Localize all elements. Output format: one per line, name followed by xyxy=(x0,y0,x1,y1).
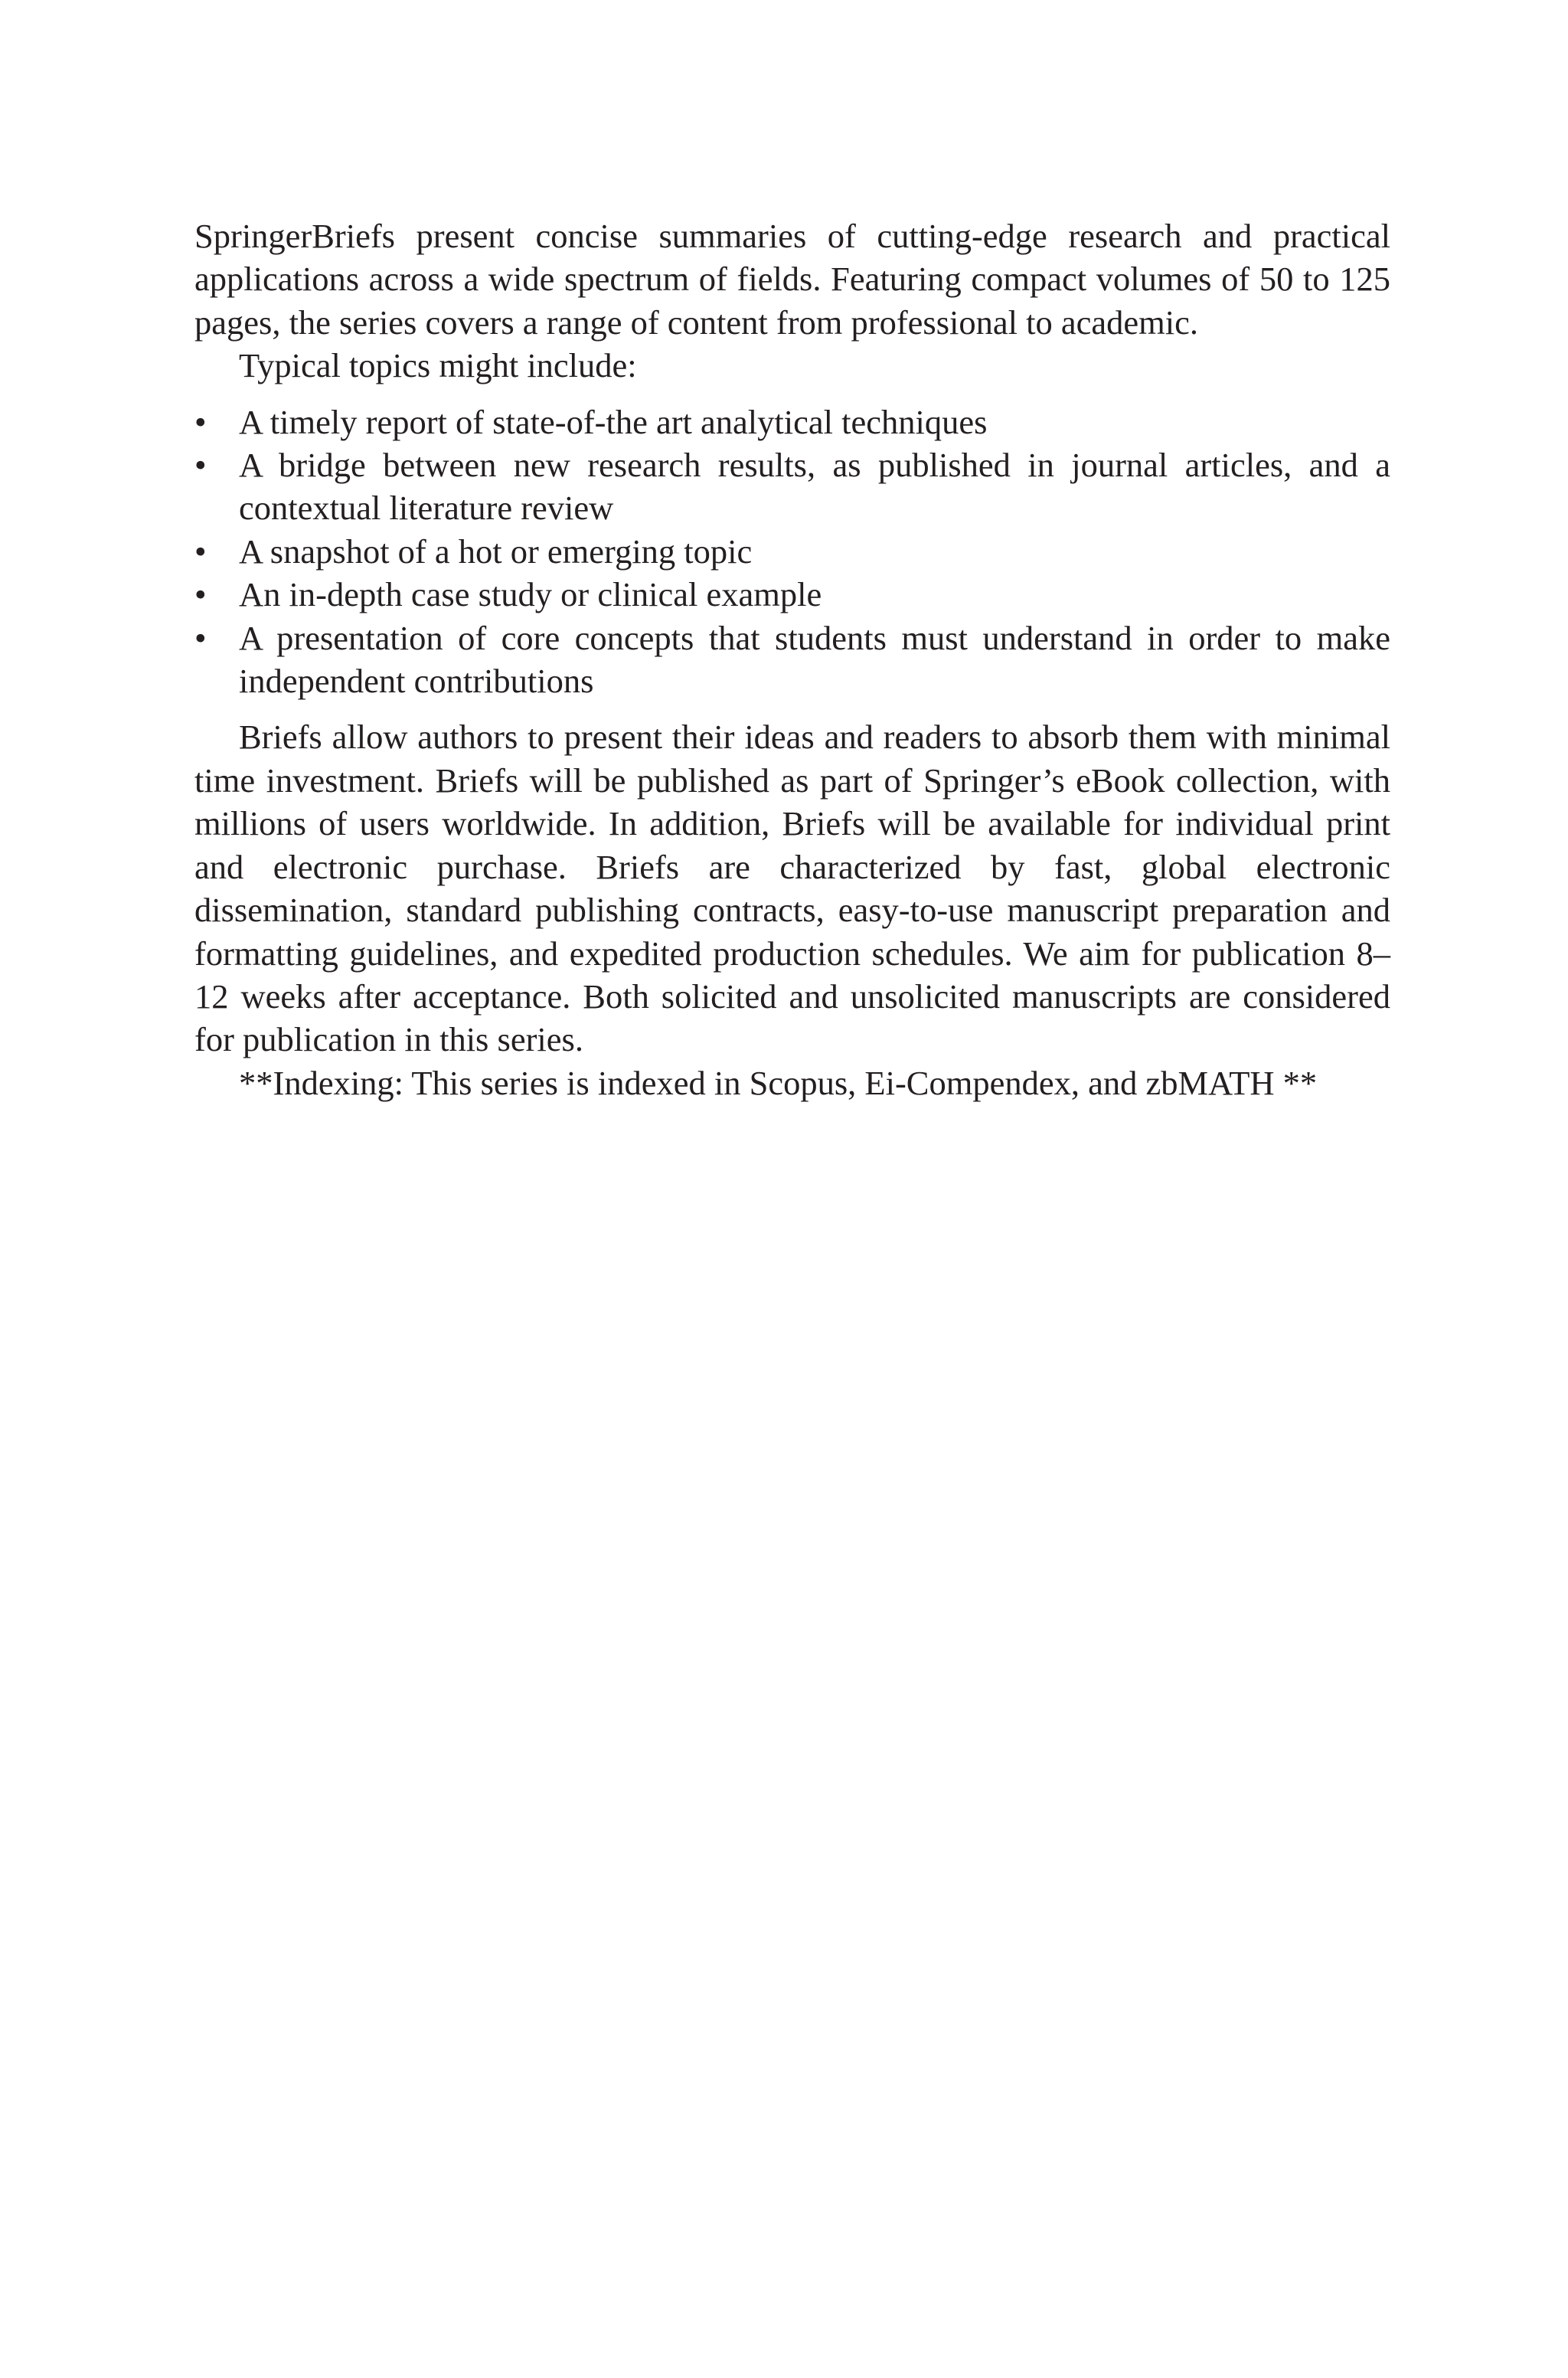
intro-paragraph: SpringerBriefs present concise summaries of cutting-edge research and practical applications across a wide spectrum of fields. Featuring compact volumes of 50 to 125 pages, the series covers a range of content from professional to academic. xyxy=(194,217,1390,342)
briefs-paragraph: Briefs allow authors to present their ideas and readers to absorb them with minimal time investment. Briefs will be published as part of Springer’s eBook collection, with millions of users worldwide. In addition, Briefs will be available for individual print and electronic purchase. Briefs are characterized by fast, global electronic dissemination, standard publishing contracts, easy-to-use manuscript preparation and formatting guidelines, and expedited production schedules. We aim for publication 8–12 weeks after acceptance. Both solicited and unsolicited manuscripts are considered for publication in this series. xyxy=(194,718,1390,1059)
bullet-icon: • xyxy=(194,446,207,485)
list-item-text: An in-depth case study or clinical example xyxy=(239,575,822,614)
bullet-icon: • xyxy=(194,532,207,571)
topics-lead: Typical topics might include: xyxy=(239,346,637,385)
series-description xyxy=(194,214,1390,1104)
list-item xyxy=(194,617,1390,703)
list-item xyxy=(194,530,1390,573)
list-item xyxy=(194,573,1390,616)
bullet-icon: • xyxy=(194,618,207,657)
bullet-icon: • xyxy=(194,402,207,441)
topics-list xyxy=(194,401,1390,703)
list-item xyxy=(194,401,1390,443)
list-item-text: A snapshot of a hot or emerging topic xyxy=(239,532,753,571)
list-item-text: A timely report of state-of-the art analytical techniques xyxy=(239,402,988,441)
list-item-text: A presentation of core concepts that students must understand in order to make independent contributions xyxy=(239,618,1390,701)
list-item xyxy=(194,443,1390,530)
bullet-icon: • xyxy=(194,575,207,614)
indexing-note: **Indexing: This series is indexed in Scopus, Ei-Compendex, and zbMATH ** xyxy=(239,1063,1318,1102)
list-item-text: A bridge between new research results, as published in journal articles, and a contextual literature review xyxy=(239,446,1390,528)
